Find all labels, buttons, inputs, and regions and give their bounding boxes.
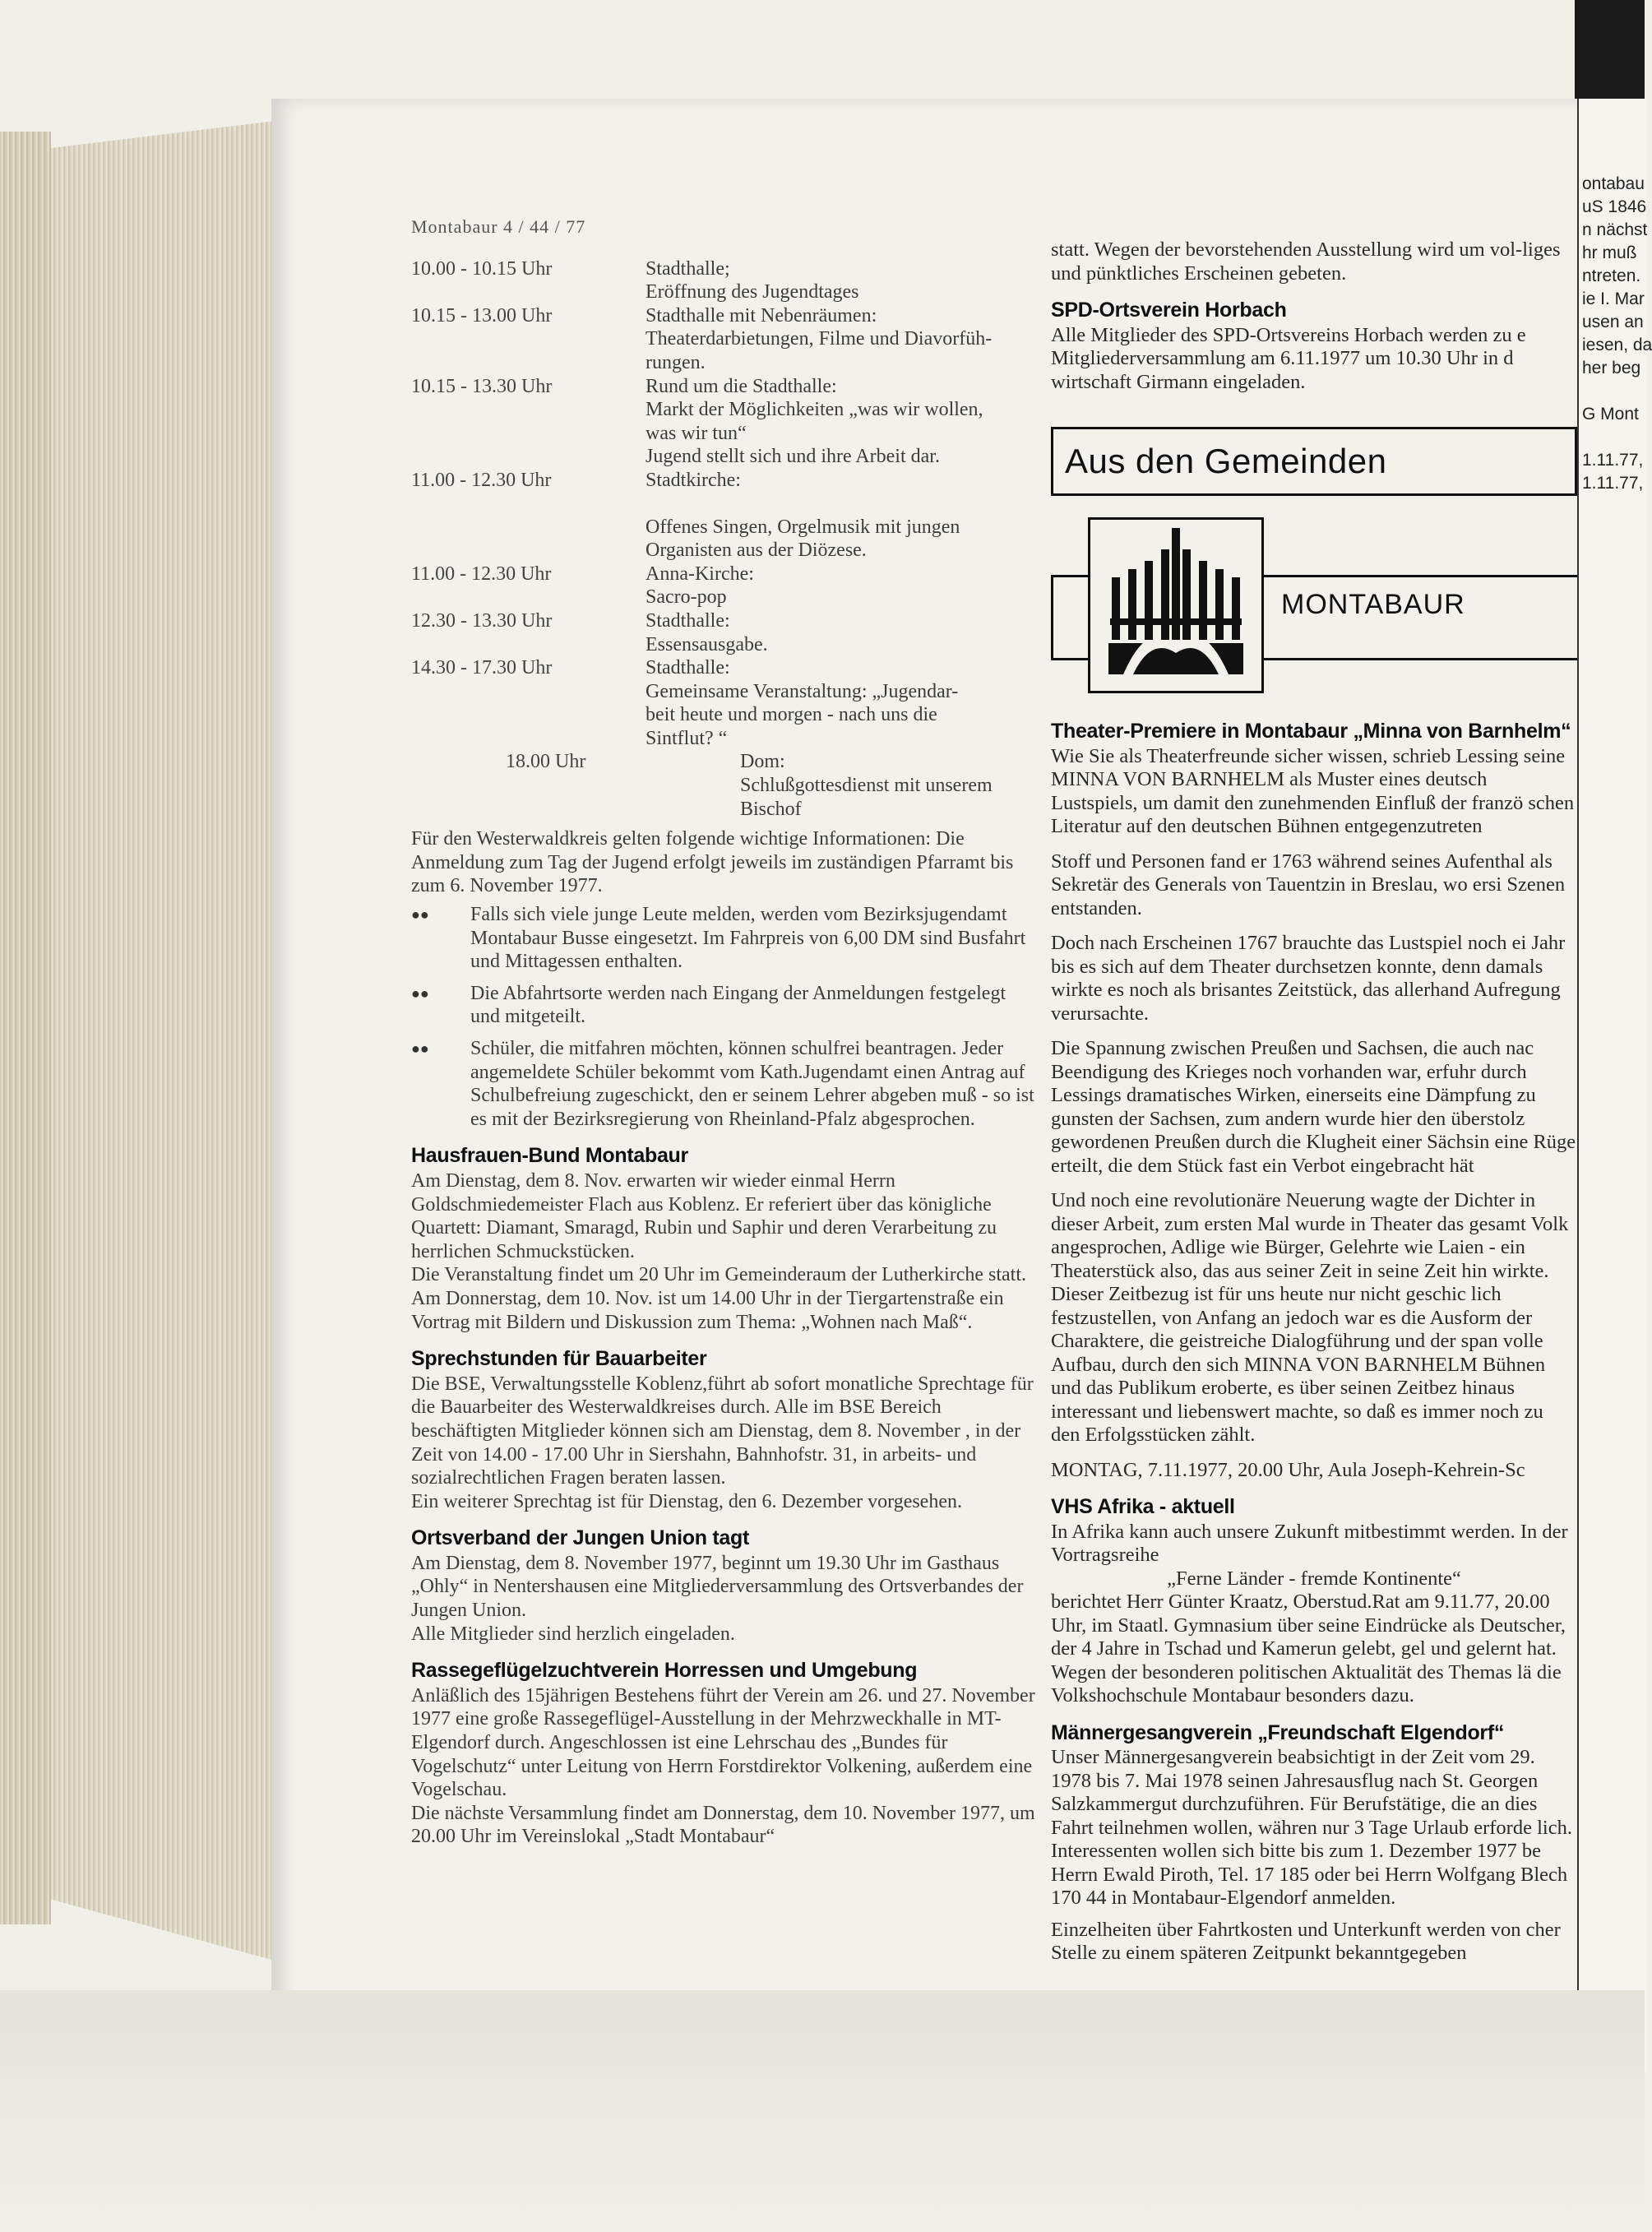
theater-p4: Die Spannung zwischen Preußen und Sachsen, die auch nac Beendigung des Krieges noch vorhanden war, erfuhr durch Lessings dramatisches Wirken, einerseits eine Dämpfung zu gunsten der Sachsen, zum andern wurde hier den überstolz gewordenen Preußen durch die Klugheit einer Sächsin eine Rüge erteilt, die dem Stück fast ein Verbot eingebracht hät [1051,1037,1576,1177]
theater-p2: Stoff und Personen fand er 1763 während seines Aufenthal als Sekretär des Generals von Tauentzin in Breslau, wo ersi Szenen entstanden. [1051,850,1566,919]
fragment-line: ontabau [1582,174,1645,193]
mgv-p2: Interessenten wollen sich bitte bis zum 1. Dezember 1977 be Herrn Ewald Piroth, Tel. 17 185 oder bei Herrn Wolfgang Blech 170 44 in Montabaur-Elgendorf anmelden. [1051,1840,1568,1909]
vhs-p1: In Afrika kann auch unsere Zukunft mitbestimmt werden. In der Vortragsreihe [1051,1520,1568,1566]
next-page-fragment [1577,99,1652,2072]
schedule-row [411,304,1036,375]
schedule-row [411,257,1036,304]
fragment-line: ie I. Mar [1582,289,1645,308]
fragment-line: 1.11.77, [1582,451,1644,470]
schedule-description [740,750,1036,821]
section-title: Aus den Gemeinden [1065,441,1387,480]
schedule-description [646,609,1036,656]
fragment-line [1582,380,1646,403]
fragment-line: usen an [1582,313,1644,331]
schedule-row [411,656,1036,750]
schedule-line: Offenes Singen, Orgelmusik mit jungen [646,516,960,538]
schedule-time: 12.30 - 13.30 Uhr [411,609,553,632]
schedule-time: 11.00 - 12.30 Uhr [411,563,552,585]
page-header: Montabaur 4 / 44 / 77 [411,216,586,237]
hausfrauen-title: Hausfrauen-Bund Montabaur [411,1144,688,1168]
schedule-time: 14.30 - 17.30 Uhr [411,657,553,679]
mgv-p1: Unser Männergesangverein beabsichtigt in der Zeit vom 29. 1978 bis 7. Mai 1978 seinen Jahresausflug nach St. Georgen Salzkammergut durchzuführen. Für Berufstätige, die an dies Fahrt teilnehmen wollen, währen nur 3 Tage Urlaub erforde lich. [1051,1746,1572,1839]
schedule-line: Markt der Möglichkeiten „was wir wollen, [646,399,983,421]
gefluegel-p1: Anläßlich des 15jährigen Bestehens führt der Verein am 26. und 27. November 1977 eine große Rassegeflügel-Ausstellung in der Mehrzweckhalle in MT-Elgendorf durch. Angeschlossen ist eine Lehrschau des „Bundes für Vogelschutz“ unter Leitung von Herrn Forstdirektor Volkening, außerdem eine Vogelschau. [411,1684,1035,1801]
vhs-p2: berichtet Herr Günter Kraatz, Oberstud.Rat am 9.11.77, 20.00 Uhr, im Staatl. Gymnasium über seine Eindrücke als Deutscher, der 4 Jahre in Tschad und Kamerun gelebt, gel und gelernt hat. [1051,1591,1566,1660]
schedule-time: 10.15 - 13.00 Uhr [411,304,553,326]
continued-text: statt. Wegen der bevorstehenden Ausstellung wird um vol-liges und pünktliches Erscheinen gebeten. [1051,238,1561,285]
schedule-description [646,304,1036,375]
theater-p5: Und noch eine revolutionäre Neuerung wagte der Dichter in dieser Arbeit, zum ersten Mal wurde in Theater das gesamt Volk angesprochen, Adlige wie Bürger, Gelehrte wie Laien - ein Theaterstück also, das aus seiner Zeit in seine Zeit hin wirkte. Dieser Zeitbezug ist für uns heute nur nicht geschic lich festzustellen, von Anfang an jedoch war es die Ausform der Charaktere, die geistreiche Dialogführung und der span volle Aufbau, durch den sich MINNA VON BARNHELM Bühnen und das Publikum eroberte, es über seinen Zeitbez hinaus interessant und liebenswert machte, so daß es immer noch zu den Erfolgsstücken zählt. [1051,1189,1569,1446]
vhs-title: VHS Afrika - aktuell [1051,1495,1235,1518]
mgv-title: Männergesangverein „Freundschaft Elgendorf“ [1051,1720,1505,1744]
schedule-row [411,609,1036,656]
gefluegel-title: Rassegeflügelzuchtverein Horressen und Umgebung [411,1659,918,1683]
vhs-p3: Wegen der besonderen politischen Aktualität des Themas lä die Volkshochschule Montabaur besonders dazu. [1051,1660,1562,1706]
schedule-line: Theaterdarbietungen, Filme und Diavorfüh- [646,328,993,350]
info-bullet [411,1037,1036,1131]
bauarbeiter-p1: Die BSE, Verwaltungsstelle Koblenz,führt ab sofort monatliche Sprechtage für die Bauarbeiter des Westerwaldkreises durch. Alle im BSE Bereich beschäftigten Mitglieder können sich am Dienstag, dem 8. November , in der Zeit von 14.00 - 17.00 Uhr in Siershahn, Bahnhofstr. 31, in arbeits- und sozialrechtlichen Fragen beraten lassen. [411,1373,1034,1489]
town-name: MONTABAUR [1281,589,1465,620]
schedule-line: Essensausgabe. [646,633,768,655]
junge-union-p1: Am Dienstag, dem 8. November 1977, beginnt um 19.30 Uhr im Gasthaus „Ohly“ in Nentershausen eine Mitgliederversammlung des Ortsverbandes der Jungen Union. [411,1552,1024,1622]
schedule-line: Dom: [740,751,785,773]
background-bottom [0,1990,1645,2232]
fragment-line: her beg [1582,359,1641,377]
bauarbeiter-p2: Ein weiterer Sprechtag ist für Dienstag, den 6. Dezember vorgesehen. [411,1490,962,1512]
fragment-line: 1.11.77, [1582,474,1644,493]
schedule-line: Sacro-pop [646,586,727,609]
schedule-line: Eröffnung des Jugendtages [646,281,859,303]
event-schedule [411,257,1036,822]
hausfrauen-p2: Die Veranstaltung findet um 20 Uhr im Gemeinderaum der Lutherkirche statt. [411,1264,1027,1286]
bullet-mark-icon: ●● [411,1040,429,1057]
town-crest-icon [1088,517,1264,693]
schedule-row [411,469,1036,493]
theater-p1: Wie Sie als Theaterfreunde sicher wissen, schrieb Lessing seine MINNA VON BARNHELM als Muster eines deutsch Lustspiels, um damit den zunehmenden Einfluß der franzö schen Literatur auf den deutschen Bühnen entgegenzutreten [1051,744,1575,837]
fragment-line: G Mont [1582,405,1639,424]
schedule-time: 11.00 - 12.30 Uhr [411,469,552,491]
hausfrauen-p1: Am Dienstag, dem 8. Nov. erwarten wir wieder einmal Herrn Goldschmiedemeister Flach aus Koblenz. Er referiert über das königliche Quartett: Diamant, Smaragd, Rubin und Saphir und deren Verarbeitung zu herrlichen Schmuckstücken. [411,1169,997,1262]
bullet-mark-icon: ●● [411,906,429,924]
junge-union-p2: Alle Mitglieder sind herzlich eingeladen. [411,1623,735,1645]
schedule-row [411,375,1036,469]
schedule-line: beit heute und morgen - nach uns die [646,704,937,726]
left-column [411,215,1036,1849]
theater-p3: Doch nach Erscheinen 1767 brauchte das Lustspiel noch ei Jahr bis es sich auf dem Theater durchsetzen konnte, denn damals wirkte es noch als brisantes Zeitstück, das allerhand Aufregung verursachte. [1051,932,1566,1025]
schedule-description [646,257,1036,304]
hausfrauen-p3: Am Donnerstag, dem 10. Nov. ist um 14.00 Uhr in der Tiergartenstraße ein Vortrag mit Bildern und Diskussion zum Thema: „Wohnen nach Maß“. [411,1287,1004,1333]
spd-title: SPD-Ortsverein Horbach [1051,299,1287,322]
fragment-line: hr muß [1582,243,1637,262]
schedule-line: rungen. [646,351,706,373]
bullet-text: Die Abfahrtsorte werden nach Eingang der Anmeldungen festgelegt und mitgeteilt. [470,982,1006,1028]
schedule-description [646,563,1036,609]
theater-date: MONTAG, 7.11.1977, 20.00 Uhr, Aula Joseph-Kehrein-Sc [1051,1458,1525,1481]
fragment-line: ntreten. [1582,266,1641,285]
montabaur-banner [1051,517,1577,706]
schedule-line: Stadthalle: [646,609,730,632]
schedule-row [411,750,1036,821]
schedule-line: Sintflut? “ [646,727,728,749]
fragment-line: uS 1846 [1582,197,1647,216]
schedule-line: Stadtkirche: [646,469,741,491]
info-bullet [411,903,1036,974]
schedule-line: Schlußgottesdienst mit unserem Bischof [740,775,993,820]
bullet-mark-icon: ●● [411,984,429,1002]
schedule-line: Anna-Kirche: [646,563,754,585]
schedule-row [411,493,1036,563]
schedule-line: Stadthalle; [646,257,730,280]
schedule-line: Stadthalle mit Nebenräumen: [646,304,877,326]
schedule-time: 10.00 - 10.15 Uhr [411,257,553,280]
bullet-text: Falls sich viele junge Leute melden, werden vom Bezirksjugendamt Montabaur Busse eingesetzt. Im Fahrpreis von 6,00 DM sind Busfahrt und Mittagessen enthalten. [470,904,1026,973]
fragment-line [1582,426,1646,449]
schedule-description [646,656,1036,750]
schedule-time: 10.15 - 13.30 Uhr [411,375,553,397]
spd-text: Alle Mitglieder des SPD-Ortsvereins Horbach werden zu e Mitgliederversammlung am 6.11.1977 um 10.30 Uhr in d wirtschaft Girmann eingeladen. [1051,323,1526,393]
schedule-line: Stadthalle: [646,657,730,679]
schedule-line: Jugend stellt sich und ihre Arbeit dar. [646,446,940,468]
schedule-description [646,493,1036,563]
info-bullet [411,982,1036,1029]
junge-union-title: Ortsverband der Jungen Union tagt [411,1526,749,1550]
schedule-line: Gemeinsame Veranstaltung: „Jugendar- [646,680,959,702]
schedule-description [646,469,1036,493]
book-page-edges [0,132,51,1924]
schedule-row [411,563,1036,609]
schedule-description [646,375,1036,469]
bauarbeiter-title: Sprechstunden für Bauarbeiter [411,1347,707,1371]
theater-title: Theater-Premiere in Montabaur „Minna von Barnhelm“ [1051,720,1571,743]
right-column [1051,238,1577,1966]
schedule-line [646,493,1036,516]
info-intro: Für den Westerwaldkreis gelten folgende wichtige Informationen: Die Anmeldung zum Tag der Jugend erfolgt jeweils im zuständigen Pfarramt bis zum 6. November 1977. [411,828,1014,897]
vhs-quote: „Ferne Länder - fremde Kontinente“ [1167,1567,1461,1590]
gefluegel-p2: Die nächste Versammlung findet am Donnerstag, dem 10. November 1977, um 20.00 Uhr im Vereinslokal „Stadt Montabaur“ [411,1802,1035,1848]
info-bullets [411,903,1036,1131]
schedule-line: Organisten aus der Diözese. [646,539,867,562]
schedule-line: Rund um die Stadthalle: [646,375,837,397]
schedule-time [411,493,646,563]
section-header-box [1051,427,1577,496]
mgv-p3: Einzelheiten über Fahrtkosten und Unterkunft werden von cher Stelle zu einem späteren Zeitpunkt bekanntgegeben [1051,1918,1561,1964]
fragment-line: iesen, da [1582,336,1652,354]
bullet-text: Schüler, die mitfahren möchten, können schulfrei beantragen. Jeder angemeldete Schüler bekommt vom Kath.Jugendamt einen Antrag auf Schulbefreiung zugeschickt, den er seinem Lehrer abgeben muß - so ist es mit der Bezirksregierung von Rheinland-Pfalz abgesprochen. [470,1038,1034,1130]
schedule-time: 18.00 Uhr [506,751,586,773]
fragment-line: n nächst [1582,220,1648,239]
schedule-line: was wir tun“ [646,422,747,444]
